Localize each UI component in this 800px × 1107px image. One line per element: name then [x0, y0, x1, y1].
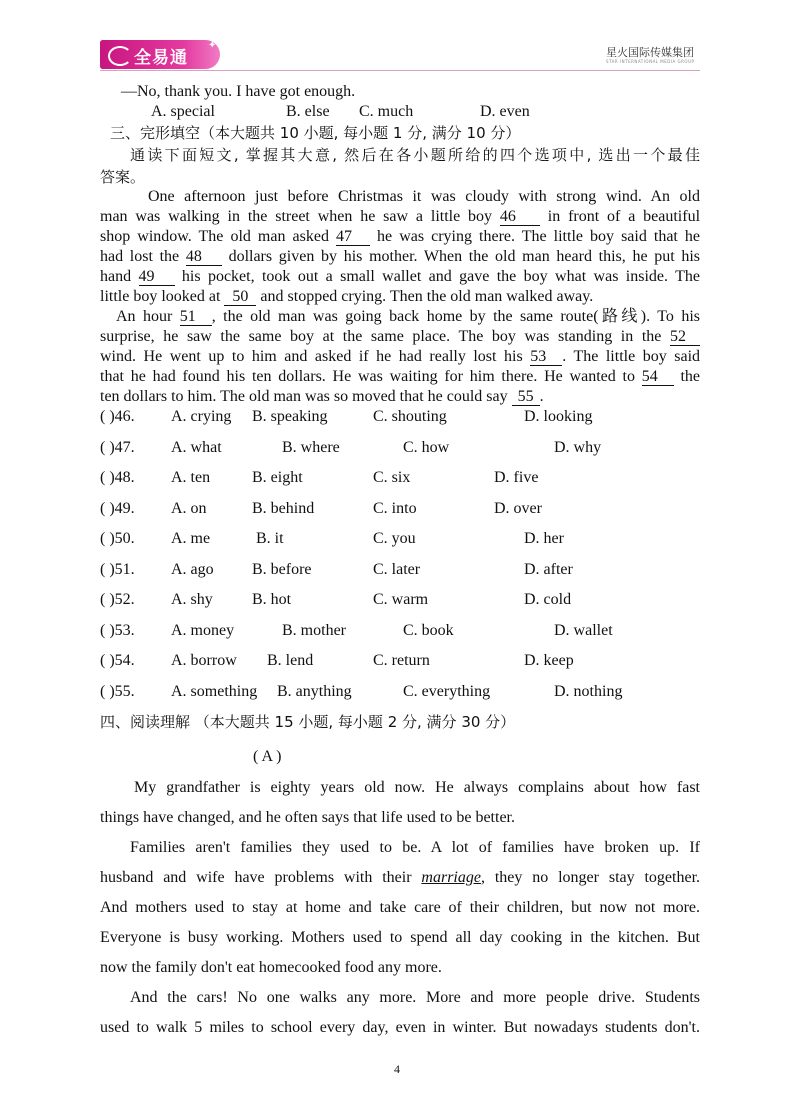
question-row-55: ( )55. A. something B. anything C. everything D. nothing [100, 683, 623, 700]
reading-line: And mothers used to stay at home and take care of their children, but now not more. [100, 899, 700, 916]
option: D. even [480, 103, 530, 120]
passage-line: surprise, he saw the same boy at the same place. The boy was standing in the 52 [100, 327, 700, 347]
passage-line: shop window. The old man asked 47 he was crying there. The little boy said that he [100, 228, 701, 245]
question-row-48: ( )48. A. ten B. eight C. six D. five [100, 469, 539, 486]
publisher-subtitle: STAR INTERNATIONAL MEDIA GROUP [606, 59, 695, 64]
page-header [0, 0, 800, 80]
option: C. much [359, 103, 414, 120]
question-row-53: ( )53. A. money B. mother C. book D. wallet [100, 622, 613, 639]
option: A. special [151, 103, 215, 120]
option: B. else [286, 103, 330, 120]
option-row [100, 102, 700, 122]
passage-line: An hour 51 , the old man was going back home by the same route(路线). To his [116, 308, 700, 325]
passage-label: ( A ) [253, 748, 282, 765]
passage-line: little boy looked at 50 and stopped crying. Then the old man walked away. [100, 288, 594, 305]
passage-line: ten dollars to him. The old man was so moved that he could say 55 . [100, 388, 544, 405]
blank-47: 47 [336, 228, 370, 246]
publisher-name: 星火国际传媒集团 [606, 46, 694, 59]
section-title-reading: 四、阅读理解 （本大题共 15 小题, 每小题 2 分, 满分 30 分） [100, 713, 516, 731]
blank-54: 54 [642, 368, 674, 386]
section-instruction-end: 答案。 [100, 168, 146, 186]
passage-line: that he had found his ten dollars. He was waiting for him there. He wanted to 54 the [100, 368, 701, 385]
logo-text: 全易通 [134, 48, 188, 68]
blank-50: 50 [224, 288, 256, 306]
header-divider [100, 70, 700, 71]
blank-48: 48 [186, 248, 222, 266]
reading-line: Families aren't families they used to be. A lot of families have broken up. If [130, 839, 700, 856]
question-row-47: ( )47. A. what B. where C. how D. why [100, 439, 602, 456]
passage-line: had lost the 48 dollars given by his mother. When the old man heard this, he put his [100, 248, 701, 265]
passage-line: wind. He went up to him and asked if he had really lost his 53 . The little boy said [100, 348, 701, 365]
passage-line: hand 49 his pocket, took out a small wallet and gave the boy what was inside. The [100, 268, 701, 285]
question-row-52: ( )52. A. shy B. hot C. warm D. cold [100, 591, 572, 608]
emphasized-word: marriage [421, 869, 481, 886]
section-instruction: 通读下面短文, 掌握其大意, 然后在各小题所给的四个选项中, 选出一个最佳 [130, 146, 700, 164]
blank-52: 52 [670, 328, 700, 346]
reading-line: used to walk 5 miles to school every day, even in winter. But nowadays students don't. [100, 1019, 700, 1036]
blank-49: 49 [139, 268, 175, 286]
brand-logo [100, 40, 220, 69]
dialogue-reply: —No, thank you. I have got enough. [121, 83, 356, 100]
blank-51: 51 [180, 308, 212, 326]
blank-55: 55 [512, 388, 540, 406]
question-row-54: ( )54. A. borrow B. lend C. return D. keep [100, 652, 574, 669]
passage-line: One afternoon just before Christmas it was cloudy with strong wind. An old [148, 188, 700, 205]
reading-line: now the family don't eat homecooked food any more. [100, 959, 442, 976]
reading-line: Everyone is busy working. Mothers used to spend all day cooking in the kitchen. But [100, 929, 700, 946]
section-title-cloze: 三、完形填空（本大题共 10 小题, 每小题 1 分, 满分 10 分） [110, 124, 521, 142]
question-row-46: ( )46. A. crying B. speaking C. shouting D. looking [100, 408, 593, 425]
reading-line: My grandfather is eighty years old now. He always complains about how fast [134, 779, 700, 796]
question-row-50: ( )50. A. me B. it C. you D. her [100, 530, 564, 547]
passage-line: man was walking in the street when he saw a little boy 46 in front of a beautiful [100, 208, 701, 225]
reading-line: And the cars! No one walks any more. More and more people drive. Students [130, 989, 700, 1006]
reading-line: things have changed, and he often says that life used to be better. [100, 809, 515, 826]
reading-line: husband and wife have problems with their marriage, they no longer stay together. [100, 869, 701, 886]
star-icon: ✦ [208, 40, 217, 51]
blank-53: 53 [530, 348, 562, 366]
swirl-icon [108, 46, 132, 66]
page-number: 4 [394, 1062, 400, 1076]
question-row-51: ( )51. A. ago B. before C. later D. after [100, 561, 573, 578]
question-row-49: ( )49. A. on B. behind C. into D. over [100, 500, 542, 517]
blank-46: 46 [500, 208, 540, 226]
